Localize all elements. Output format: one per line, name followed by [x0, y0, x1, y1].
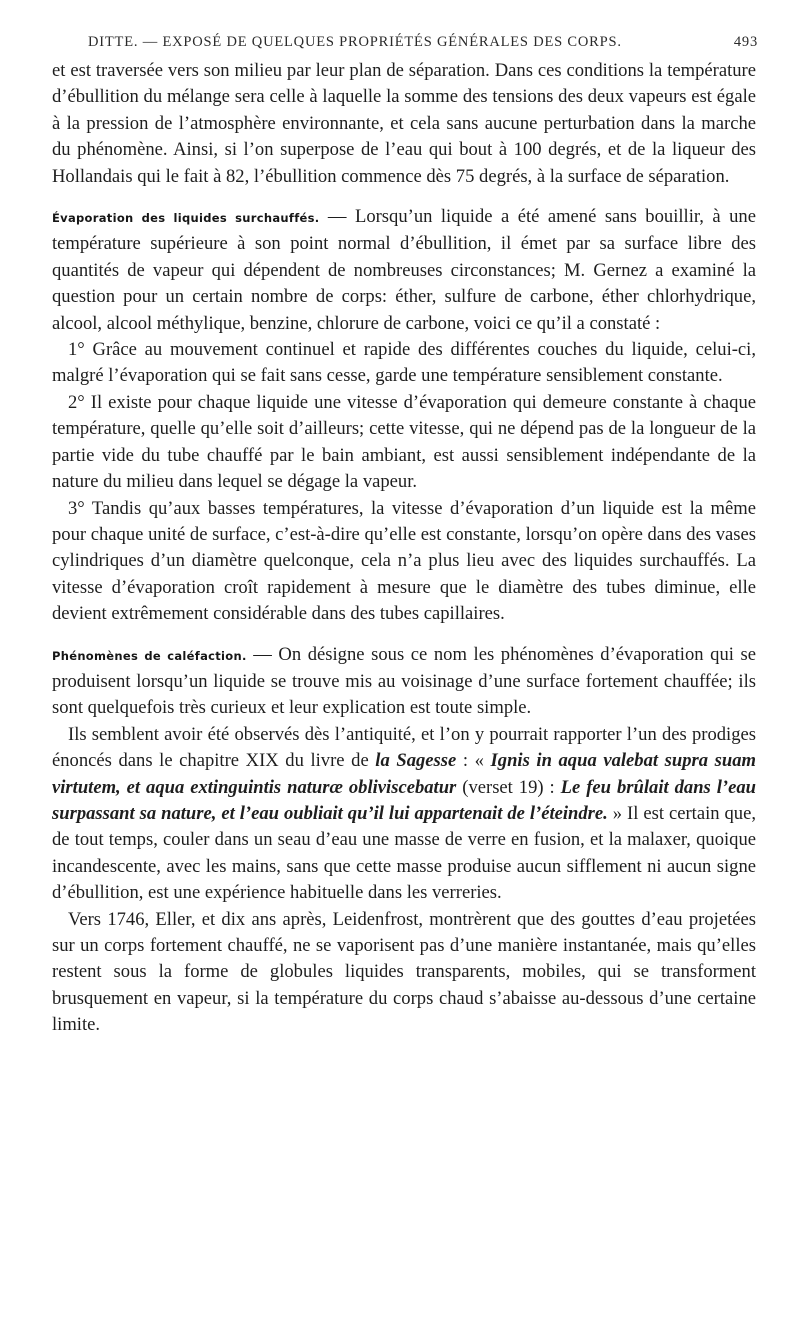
french-translation: Le feu brûlait dans l’eau surpassant sa nature, et l’eau oubliait qu’il lui appartenait de l’éteindre.	[52, 776, 756, 824]
book-title-sagesse: la Sagesse	[375, 750, 457, 772]
list-item-1: 1° Grâce au mouvement continuel et rapide des différentes couches du liquide, celui-ci, malgré l’évaporation qui se fait sans cesse, garde une température sensiblement constante.	[52, 339, 756, 387]
running-head	[52, 34, 758, 56]
running-head-title: DITTE. — EXPOSÉ DE QUELQUES PROPRIÉTÉS GÉNÉRALES DES CORPS.	[88, 34, 622, 50]
section-text-superheated: — Lorsqu’un liquide a été amené sans bouillir, à une température supérieure à son point normal d’ébullition, il émet par sa surface libre des quantités de vapeur qui dépendent de nombreuses circonstances; M. Gernez a examiné la question pour un certain nombre de corps: éther, sulfure de carbone, éther chlorhydrique, alcool, alcool méthylique, benzine, chlorure de carbone, voici ce qu’il a constaté :	[52, 206, 756, 334]
antiquity-text-d: » Il est certain que, de tout temps, couler dans un seau d’eau une masse de verre en fusion, et la malaxer, quoique incandescente, avec les mains, sans que cette masse produise aucun sifflement ni aucun signe d’ébullition, est une expérience habituelle dans les verreries.	[52, 802, 756, 904]
page-number: 493	[733, 34, 758, 50]
body-text	[52, 58, 756, 1039]
list-item-2: 2° Il existe pour chaque liquide une vitesse d’évaporation qui demeure constante à chaque température, quelle qu’elle soit d’ailleurs; cette vitesse, qui ne dépend pas de la longueur de la partie vide du tube chauffé par le bain ambiant, est aussi sensiblement indépendante de la nature du milieu dans lequel se dégage la vapeur.	[52, 391, 756, 493]
latin-quote: Ignis in aqua valebat supra suam virtutem, et aqua extinguintis naturæ obliviscebatur	[52, 750, 756, 798]
antiquity-text-c: (verset 19) :	[456, 776, 561, 798]
section-superheated-liquids	[52, 204, 756, 337]
paragraph-intro: et est traversée vers son milieu par leur plan de séparation. Dans ces conditions la température d’ébullition du mélange sera celle à laquelle la somme des tensions des deux vapeurs est égale à la pression de l’atmosphère environnante, et cela sans aucune perturbation dans la marche du phénomène. Ainsi, si l’on superpose de l’eau qui bout à 100 degrés, et de la liqueur des Hollandais qui le fait à 82, l’ébullition commence dès 75 degrés, à la surface de séparation.	[52, 60, 756, 187]
list-item-3: 3° Tandis qu’aux basses températures, la vitesse d’évaporation d’un liquide est la même pour chaque unité de surface, c’est-à-dire qu’elle est constante, lorsqu’on opère dans des vases cylindriques d’un diamètre quelconque, cela n’a plus lieu avec des liquides surchauffés. La vitesse d’évaporation croît rapidement à mesure que le diamètre des tubes diminue, elle devient extrêmement considérable dans des tubes capillaires.	[52, 497, 756, 625]
section-title-superheated: Évaporation des liquides surchauffés.	[52, 211, 320, 226]
section-text-calefaction: — On désigne sous ce nom les phénomènes d’évaporation qui se produisent lorsqu’un liquide se trouve mis au voisinage d’une surface fortement chauffée; ils sont quelquefois très curieux et leur explication est toute simple.	[52, 643, 756, 719]
section-calefaction	[52, 642, 756, 722]
paragraph-antiquity	[52, 722, 756, 907]
antiquity-text-b: : «	[456, 750, 491, 772]
section-title-calefaction: Phénomènes de caléfaction.	[52, 648, 247, 663]
paragraph-leidenfrost: Vers 1746, Eller, et dix ans après, Leidenfrost, montrèrent que des gouttes d’eau projetées sur un corps fortement chauffé, ne se vaporisent pas d’une manière instantanée, mais qu’elles restent sous la forme de globules liquides transparents, mobiles, qui se transforment brusquement en vapeur, si la température du corps chaud s’abaisse au-dessous d’une certaine limite.	[52, 908, 756, 1036]
antiquity-text-a: Ils semblent avoir été observés dès l’antiquité, et l’on y pourrait rapporter l’un des prodiges énoncés dans le chapitre XIX du livre de	[52, 723, 756, 772]
